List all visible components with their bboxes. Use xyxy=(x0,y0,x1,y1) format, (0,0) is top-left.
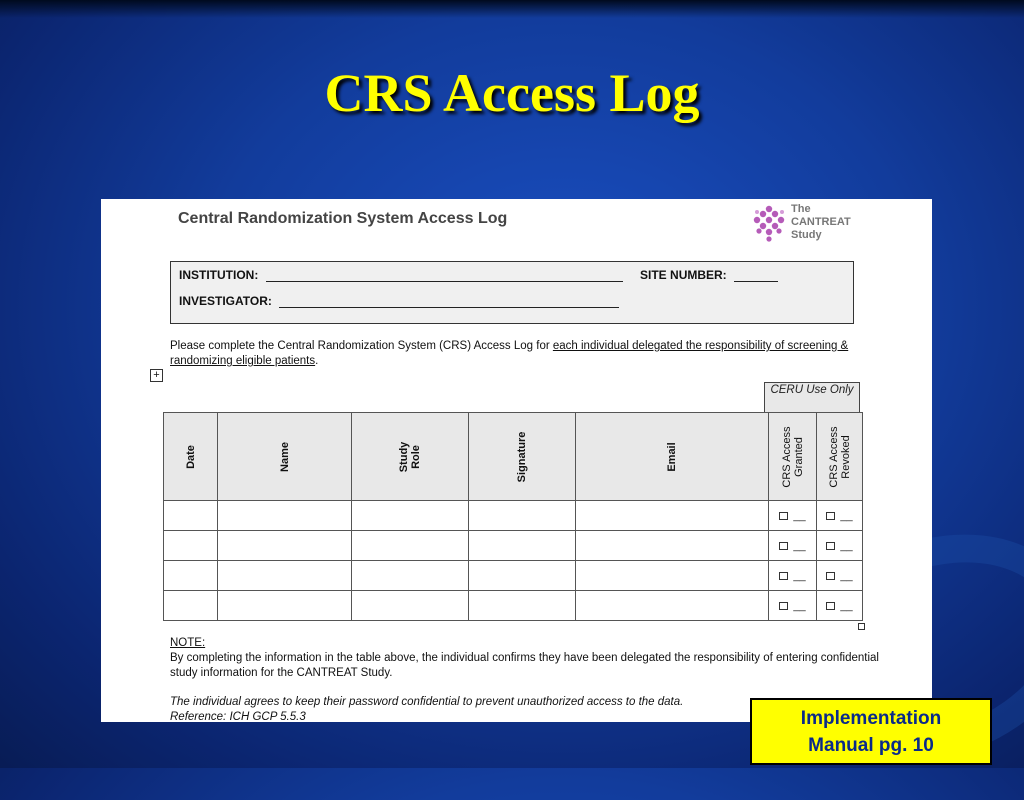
logo-line-3: Study xyxy=(791,229,822,241)
checkbox-blank-label: __ xyxy=(793,569,806,582)
header-name xyxy=(218,413,352,501)
crs-access-granted-cell xyxy=(769,591,817,621)
logo-text xyxy=(791,203,851,242)
date-cell[interactable] xyxy=(164,531,218,561)
study-role-cell[interactable] xyxy=(352,591,469,621)
checkbox-blank-label: __ xyxy=(840,569,853,582)
crs-access-granted-cell xyxy=(769,501,817,531)
top-band xyxy=(0,0,1024,18)
email-cell[interactable] xyxy=(576,561,769,591)
crs-access-revoked-checkbox[interactable] xyxy=(826,602,835,610)
checkbox-blank-label: __ xyxy=(793,599,806,612)
name-cell[interactable] xyxy=(218,531,352,561)
note-password-text: The individual agrees to keep their password confidential to prevent unauthorized access to the data. xyxy=(170,696,684,708)
investigator-row xyxy=(179,294,619,308)
access-log-document xyxy=(101,199,932,722)
table-row xyxy=(164,591,863,621)
cantreat-logo-icon xyxy=(749,203,789,243)
header-signature xyxy=(469,413,576,501)
email-cell[interactable] xyxy=(576,591,769,621)
logo-line-1: The xyxy=(791,203,811,215)
header-email-label: Email xyxy=(666,441,678,472)
investigator-field[interactable] xyxy=(279,296,619,308)
crs-access-granted-checkbox[interactable] xyxy=(779,512,788,520)
access-log-table xyxy=(163,412,863,621)
signature-cell[interactable] xyxy=(469,591,576,621)
crs-access-revoked-cell xyxy=(817,501,863,531)
table-body xyxy=(164,501,863,621)
date-cell[interactable] xyxy=(164,501,218,531)
header-study-role-label: Study Role xyxy=(398,441,422,472)
name-cell[interactable] xyxy=(218,561,352,591)
instructions xyxy=(170,339,870,369)
table-row xyxy=(164,501,863,531)
signature-cell[interactable] xyxy=(469,501,576,531)
institution-label: INSTITUTION: xyxy=(179,268,259,282)
date-cell[interactable] xyxy=(164,561,218,591)
header-signature-label: Signature xyxy=(516,431,528,482)
document-title: Central Randomization System Access Log xyxy=(178,210,508,227)
header-crs-access-revoked xyxy=(817,413,863,501)
institution-row xyxy=(179,268,778,282)
instructions-suffix: . xyxy=(315,355,319,367)
email-cell[interactable] xyxy=(576,531,769,561)
study-role-cell[interactable] xyxy=(352,531,469,561)
investigator-label: INVESTIGATOR: xyxy=(179,294,272,308)
header-crs-access-revoked-label: CRS Access Revoked xyxy=(827,425,852,488)
name-cell[interactable] xyxy=(218,501,352,531)
ceru-use-only-header: CERU Use Only xyxy=(764,382,860,415)
table-resize-handle[interactable] xyxy=(858,623,865,630)
crs-access-revoked-cell xyxy=(817,591,863,621)
checkbox-blank-label: __ xyxy=(793,539,806,552)
crs-access-revoked-cell xyxy=(817,561,863,591)
crs-access-revoked-cell xyxy=(817,531,863,561)
crs-access-granted-cell xyxy=(769,531,817,561)
crs-access-revoked-checkbox[interactable] xyxy=(826,542,835,550)
site-number-field[interactable] xyxy=(734,270,778,282)
crs-access-granted-checkbox[interactable] xyxy=(779,542,788,550)
table-row xyxy=(164,561,863,591)
note-heading: NOTE: xyxy=(170,637,206,649)
instructions-underlined: each individual delegated the responsibility of screening & randomizing eligible patients xyxy=(170,340,849,367)
signature-cell[interactable] xyxy=(469,531,576,561)
header-name-label: Name xyxy=(278,441,291,472)
header-crs-access-granted xyxy=(769,413,817,501)
signature-cell[interactable] xyxy=(469,561,576,591)
note-body: By completing the information in the table above, the individual confirms they have been delegated the responsibility of entering confidential study information for the CANTREAT Study. xyxy=(170,652,879,679)
table-header-row xyxy=(164,413,863,501)
note-reference: Reference: ICH GCP 5.5.3 xyxy=(170,711,306,722)
crs-access-granted-checkbox[interactable] xyxy=(779,572,788,580)
institution-field[interactable] xyxy=(266,270,623,282)
site-info-box xyxy=(170,261,854,324)
callout-line-1: Implementation xyxy=(800,708,942,729)
crs-access-granted-cell xyxy=(769,561,817,591)
site-number-label: SITE NUMBER: xyxy=(640,268,727,282)
study-role-cell[interactable] xyxy=(352,501,469,531)
checkbox-blank-label: __ xyxy=(840,509,853,522)
note-spacer xyxy=(170,681,890,695)
email-cell[interactable] xyxy=(576,501,769,531)
header-crs-access-granted-label: CRS Access Granted xyxy=(780,425,805,488)
header-email xyxy=(576,413,769,501)
implementation-manual-callout xyxy=(750,698,992,765)
header-date-label: Date xyxy=(184,444,197,469)
checkbox-blank-label: __ xyxy=(793,509,806,522)
study-role-cell[interactable] xyxy=(352,561,469,591)
header-date xyxy=(164,413,218,501)
date-cell[interactable] xyxy=(164,591,218,621)
instructions-prefix: Please complete the Central Randomization System (CRS) Access Log for xyxy=(170,340,553,352)
table-row xyxy=(164,531,863,561)
crs-access-revoked-checkbox[interactable] xyxy=(826,512,835,520)
cantreat-logo xyxy=(749,203,869,247)
crs-access-revoked-checkbox[interactable] xyxy=(826,572,835,580)
table-move-handle-icon[interactable]: + xyxy=(150,369,163,382)
header-study-role xyxy=(352,413,469,501)
checkbox-blank-label: __ xyxy=(840,599,853,612)
checkbox-blank-label: __ xyxy=(840,539,853,552)
logo-line-2: CANTREAT xyxy=(791,216,851,228)
name-cell[interactable] xyxy=(218,591,352,621)
slide-title: CRS Access Log xyxy=(324,63,700,123)
crs-access-granted-checkbox[interactable] xyxy=(779,602,788,610)
callout-line-2: Manual pg. 10 xyxy=(808,735,934,756)
